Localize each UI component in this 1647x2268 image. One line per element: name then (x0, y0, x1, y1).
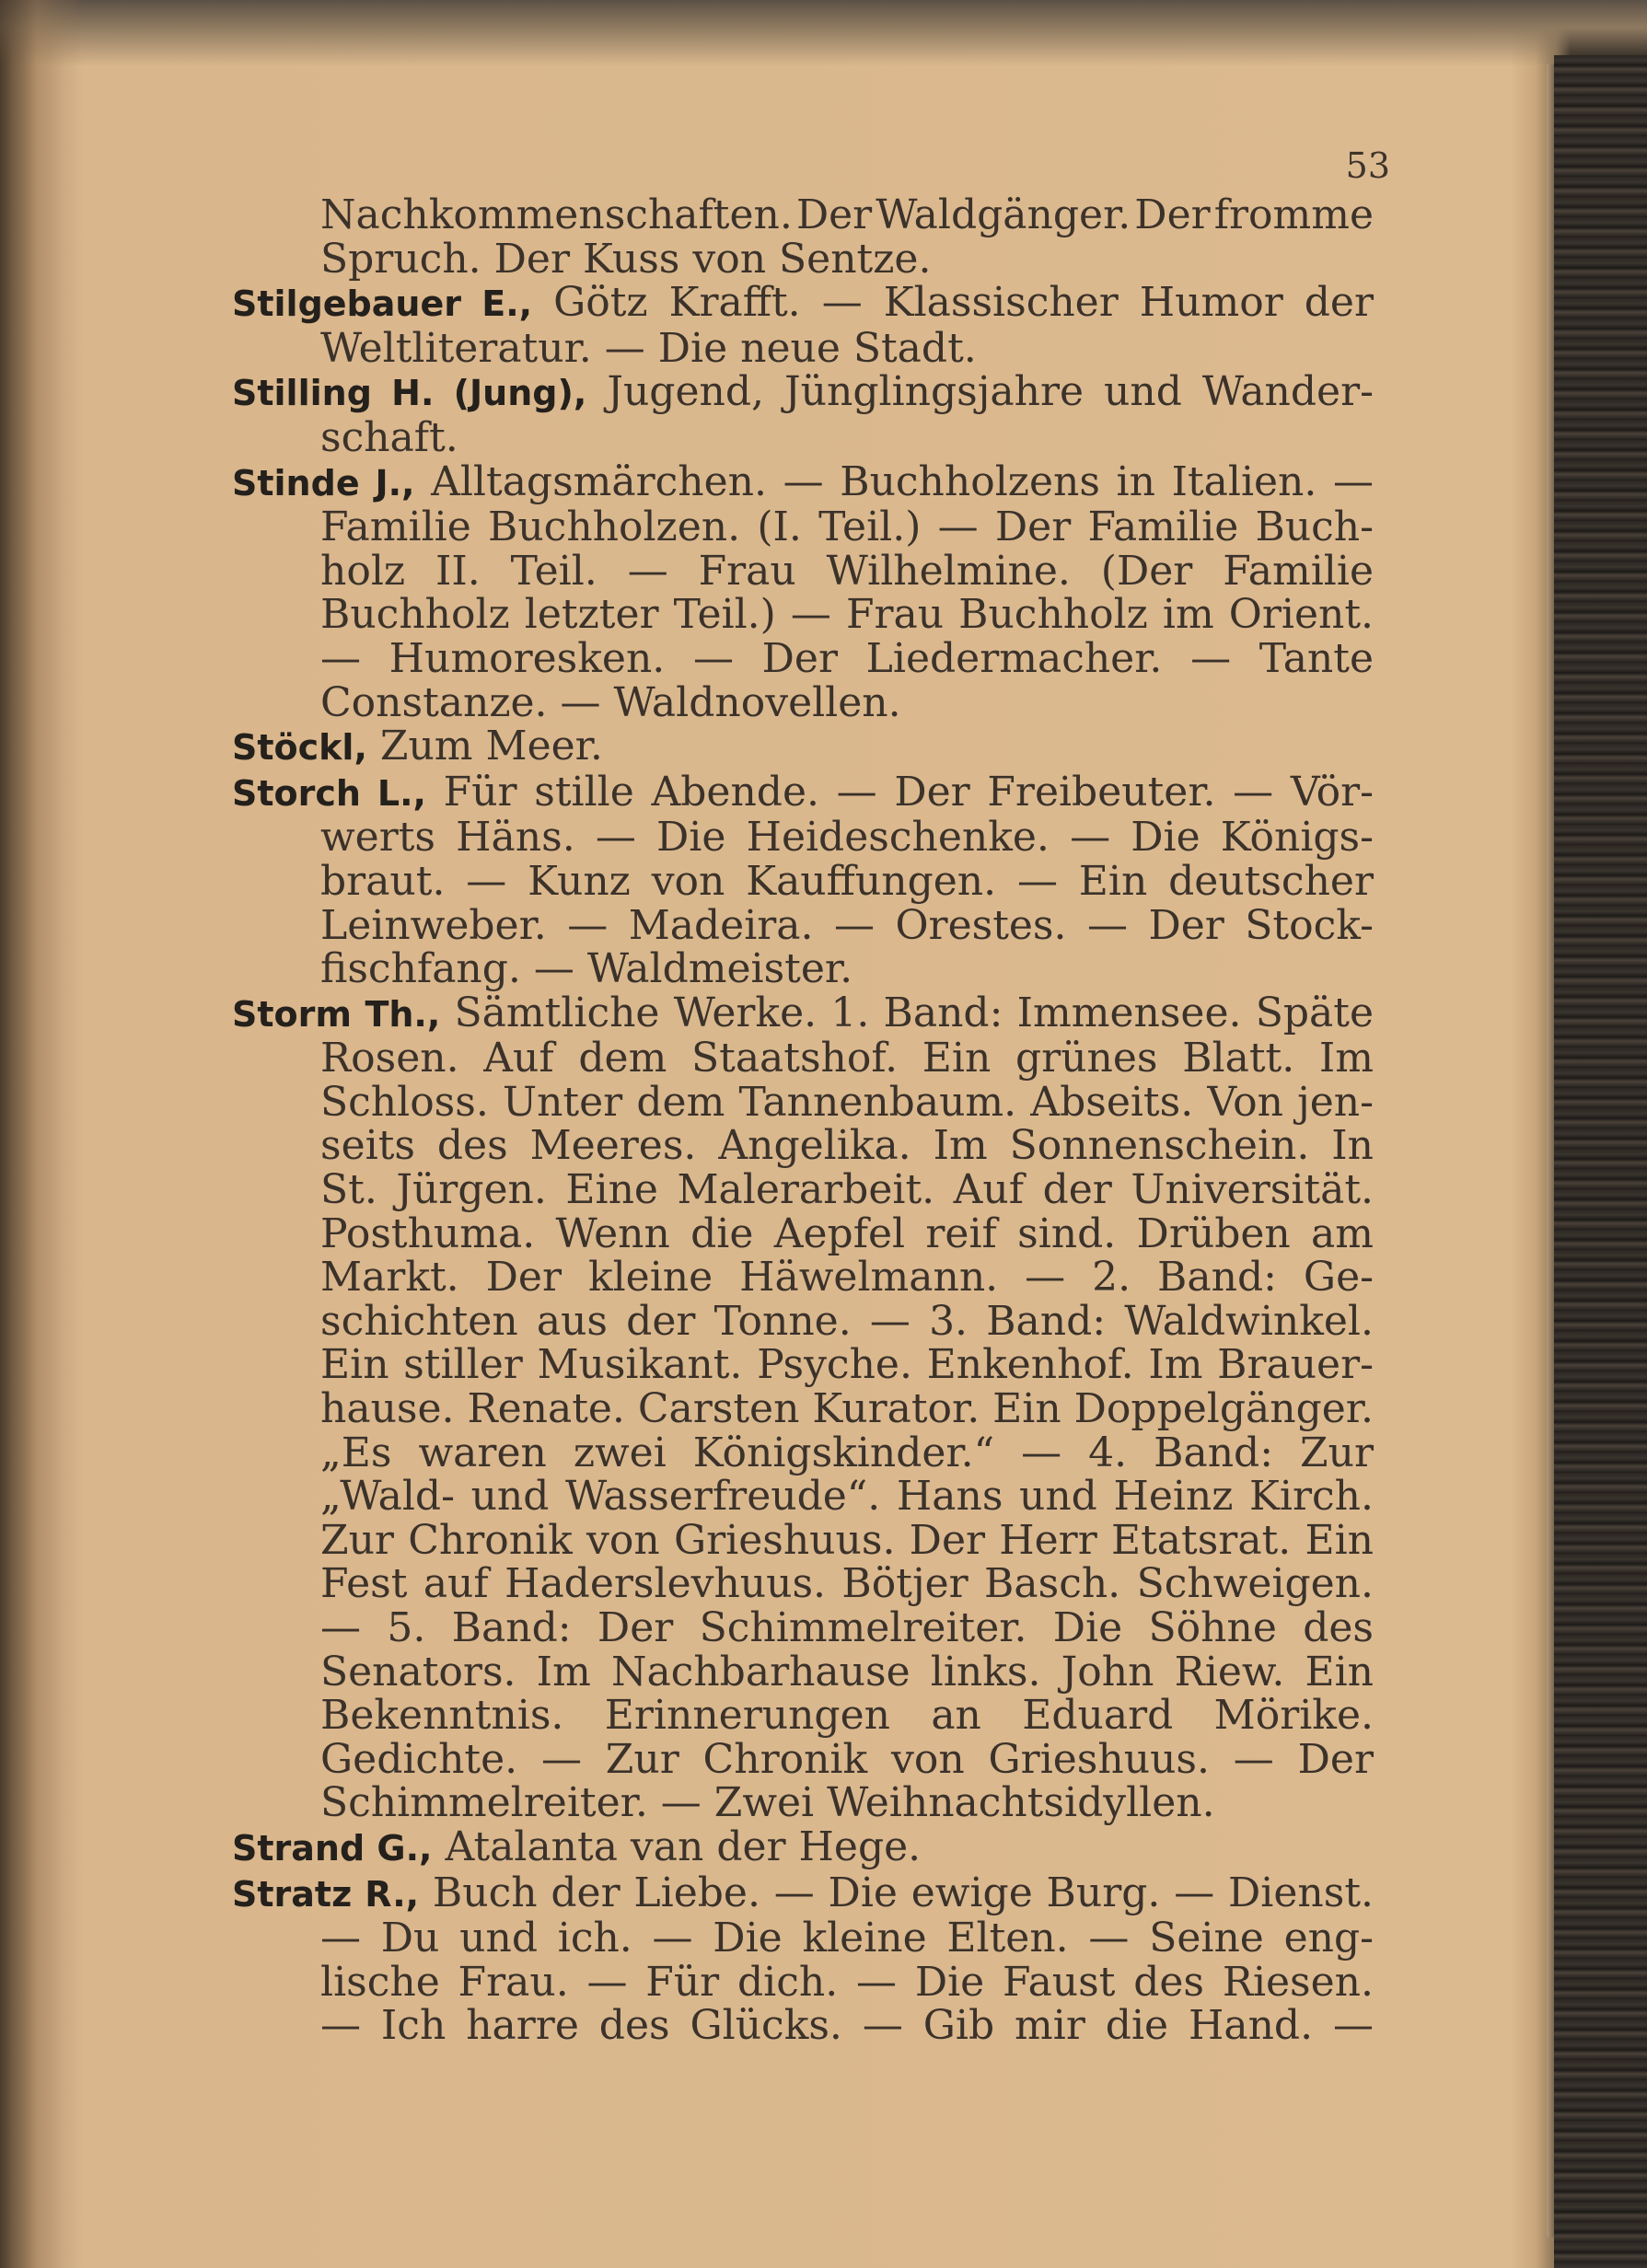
entry-line (232, 1958, 1374, 2006)
entry-line (232, 1475, 1374, 1519)
entry-first-line (232, 991, 1374, 1037)
entry-text: Nachkommenschaften. Der Waldgänger. Der fromme (320, 191, 1374, 238)
entry-line (232, 1916, 1374, 1961)
entry-line (232, 1606, 1374, 1650)
entry-line (232, 1209, 1374, 1257)
author-name: Storch L., (232, 772, 426, 814)
author-name: Stratz R., (232, 1873, 420, 1915)
entry-line (232, 634, 1374, 682)
entry-text: Familie Buchholzen. (I. Teil.) — Der Familie Buch- (320, 503, 1374, 551)
author-name: Stinde J., (232, 462, 415, 503)
entry-text: Jugend, Jünglingsjahre und Wander- (586, 368, 1374, 416)
entry-text: holz II. Teil. — Frau Wilhelmine. (Der Familie (320, 547, 1374, 595)
entry-text: Bekenntnis. Erinnerungen an Eduard Mörike. (320, 1692, 1374, 1740)
entry-line (232, 857, 1374, 905)
entry-line (232, 1735, 1374, 1783)
entry-text: Buch der Liebe. — Die ewige Burg. — Dienst. (419, 1869, 1374, 1916)
entry-text: — Du und ich. — Die kleine Elten. — Seine eng- (320, 1915, 1374, 1962)
entry-text: schaft. (320, 413, 458, 461)
entry-text: Markt. Der kleine Häwelmann. — 2. Band: Ge- (320, 1254, 1374, 1302)
entry-text: Spruch. Der Kuss von Sentze. (320, 235, 932, 283)
entry-line (232, 1694, 1374, 1738)
entry-first-line (232, 724, 1374, 770)
entry-text: „Wald- und Wasserfreude“. Hans und Heinz Kirch. (320, 1473, 1374, 1521)
entry-text: „Es waren zwei Königskinder.“ — 4. Band: Zur (320, 1429, 1374, 1476)
author-name: Stöckl, (232, 727, 367, 769)
catalog-text (232, 193, 1374, 2048)
entry-line (232, 1168, 1374, 1212)
entry-text: St. Jürgen. Eine Malerarbeit. Auf der Universität. (320, 1166, 1374, 1214)
entry-text: Buchholz letzter Teil.) — Frau Buchholz im Orient. (320, 591, 1374, 639)
entry-text: fischfang. — Waldmeister. (320, 945, 853, 993)
entry-text: — Ich harre des Glücks. — Gib mir die Hand. — (320, 2002, 1374, 2050)
entry-text: Leinweber. — Madeira. — Orestes. — Der Stock- (320, 901, 1374, 949)
binding-fold (0, 0, 83, 2268)
entry-text: Gedichte. — Zur Chronik von Grieshuus. — Der (320, 1735, 1374, 1783)
entry-first-line (232, 770, 1374, 816)
entry-text: — Humoresken. — Der Liedermacher. — Tante (320, 634, 1374, 682)
entry-text: Atalanta van der Hege. (432, 1822, 922, 1870)
entry-line (232, 1078, 1374, 1126)
author-name: Stilgebauer E., (232, 284, 533, 325)
entry-text: Weltliteratur. — Die neue Stadt. (320, 324, 977, 372)
author-name: Stilling H. (Jung), (232, 373, 587, 414)
entry-first-line (232, 1871, 1374, 1917)
entry-line (232, 237, 1374, 282)
entry-line (232, 324, 1374, 372)
entry-text: werts Häns. — Die Heideschenke. — Die Königs- (320, 814, 1374, 862)
entry-text: — 5. Band: Der Schimmelreiter. Die Söhne des (320, 1604, 1374, 1651)
entry-text: Senators. Im Nachbarhause links. John Riew. Ein (320, 1648, 1374, 1695)
entry-text: Alltagsmärchen. — Buchholzens in Italien. — (414, 457, 1374, 505)
entry-text: Fest auf Haderslevhuus. Bötjer Basch. Schweigen. (320, 1560, 1374, 1608)
entry-line (232, 1781, 1374, 1825)
entry-text: Zur Chronik von Grieshuus. Der Herr Etatsrat. Ein (320, 1516, 1374, 1564)
entry-text: hause. Renate. Carsten Kurator. Ein Doppelgänger. (320, 1385, 1374, 1433)
entry-line (232, 947, 1374, 991)
entry-text: Rosen. Auf dem Staatshof. Ein grünes Blatt. Im (320, 1035, 1374, 1082)
entry-text: seits des Meeres. Angelika. Im Sonnenschein. In (320, 1122, 1374, 1170)
entry-text: Ein stiller Musikant. Psyche. Enkenhof. Im Brauer- (320, 1341, 1374, 1389)
entry-text: Zum Meer. (366, 723, 603, 770)
entry-text: Posthuma. Wenn die Aepfel reif sind. Drüben am (320, 1209, 1374, 1257)
entry-text: braut. — Kunz von Kauffungen. — Ein deutscher (320, 857, 1374, 905)
entry-line (232, 1297, 1374, 1345)
entry-line (232, 1124, 1374, 1168)
entry-first-line (232, 370, 1374, 416)
entry-line (232, 1036, 1374, 1081)
entry-text: Sämtliche Werke. 1. Band: Immensee. Späte (440, 989, 1374, 1036)
entry-text: Für stille Abende. — Der Freibeuter. — Vör- (425, 768, 1374, 816)
entry-first-line (232, 1822, 1374, 1871)
entry-line (232, 1256, 1374, 1300)
entry-line (232, 1562, 1374, 1606)
entry-line (232, 901, 1374, 949)
book-page-edges (1554, 55, 1647, 2268)
entry-text: Schimmelreiter. — Zwei Weihnachtsidyllen. (320, 1779, 1215, 1827)
entry-line (232, 505, 1374, 550)
entry-text: Constanze. — Waldnovellen. (320, 678, 901, 726)
entry-text: Götz Krafft. — Klassischer Humor der (532, 279, 1374, 327)
entry-line (232, 1431, 1374, 1475)
entry-text: schichten aus der Tonne. — 3. Band: Waldwinkel. (320, 1297, 1374, 1345)
page-number: 53 (1345, 145, 1390, 186)
entry-line (232, 816, 1374, 860)
entry-line (232, 678, 1374, 726)
author-name: Storm Th., (232, 993, 441, 1035)
entry-first-line (232, 281, 1374, 327)
entry-line (232, 2004, 1374, 2048)
entry-line (232, 1650, 1374, 1695)
entry-line (232, 593, 1374, 637)
entry-text: Schloss. Unter dem Tannenbaum. Abseits. Von jen- (320, 1078, 1374, 1126)
entry-line (232, 1343, 1374, 1387)
entry-line (232, 1516, 1374, 1564)
entry-line (232, 413, 1374, 461)
entry-first-line (232, 457, 1374, 506)
entry-text: lische Frau. — Für dich. — Die Faust des Riesen. (320, 1958, 1374, 2006)
entry-line (232, 193, 1374, 237)
author-name: Strand G., (232, 1827, 433, 1869)
top-shadow (0, 0, 1647, 66)
entry-line (232, 547, 1374, 595)
entry-line (232, 1387, 1374, 1431)
